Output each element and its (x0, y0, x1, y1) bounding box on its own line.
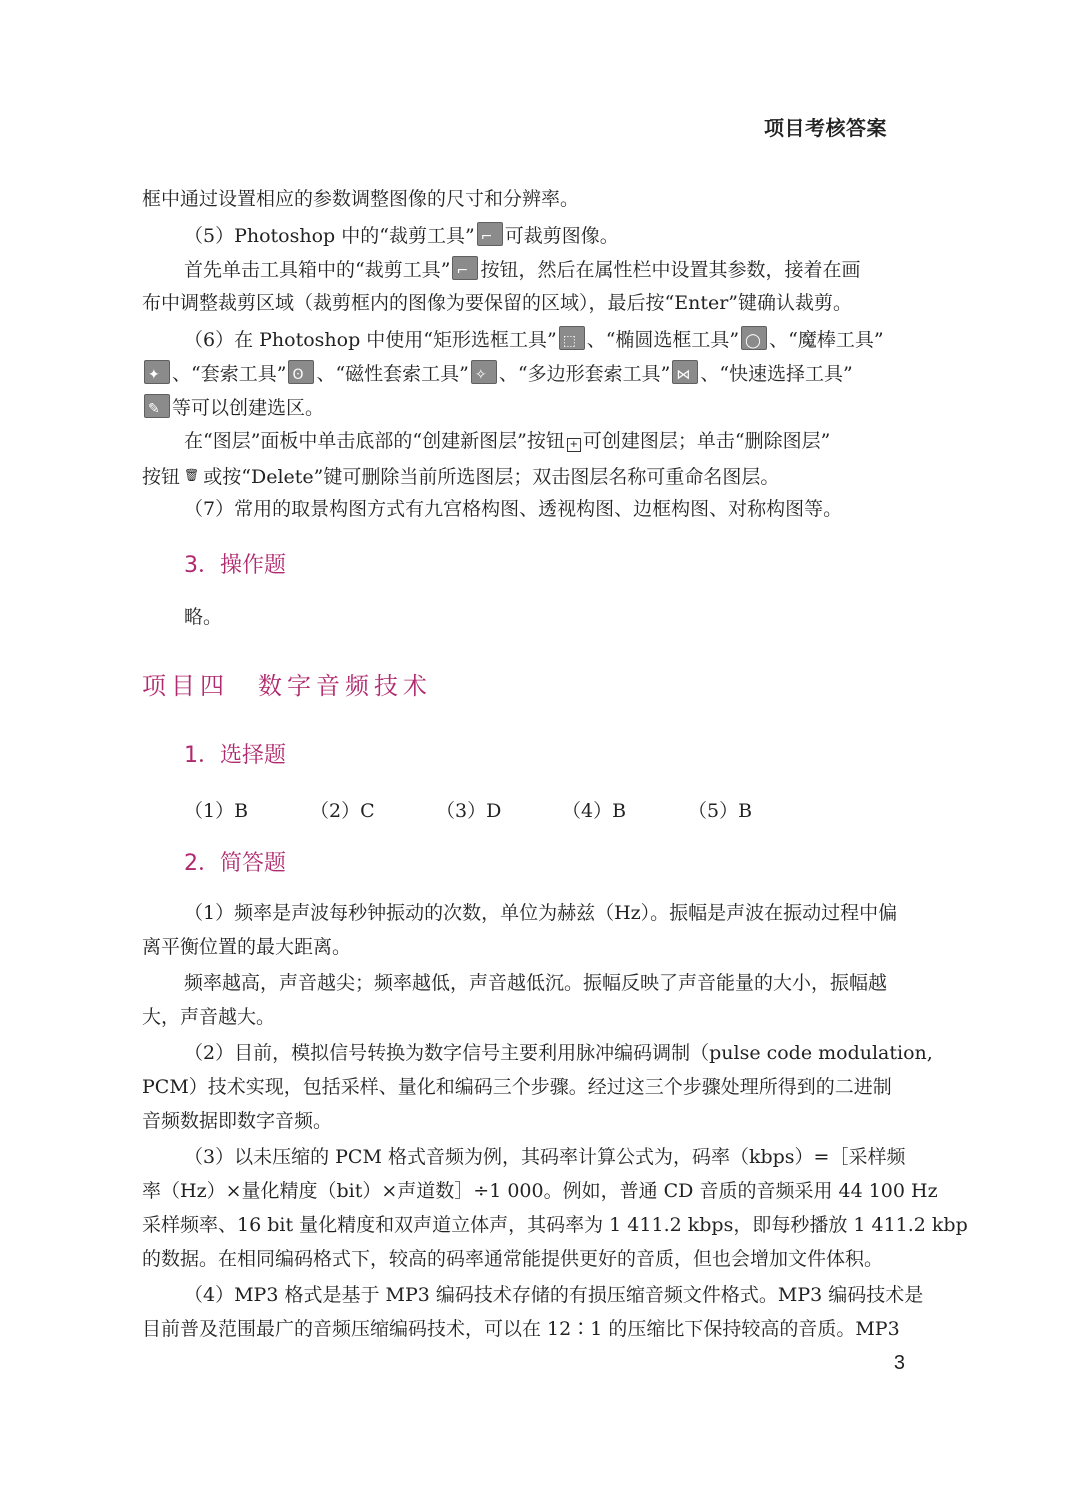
section-heading: 3．操作题 (184, 553, 286, 578)
paragraph-line: 音频数据即数字音频。 (142, 1110, 333, 1132)
paragraph-line: （3）以未压缩的 PCM 格式音频为例，其码率计算公式为，码率（kbps）=［采样频 (184, 1146, 906, 1168)
paragraph-line (184, 256, 962, 283)
paragraph-line: PCM）技术实现，包括采样、量化和编码三个步骤。经过这三个步骤处理所得到的二进制 (142, 1076, 892, 1098)
lasso-icon (288, 360, 314, 384)
paragraph-line: （4）MP3 格式是基于 MP3 编码技术存储的有损压缩音频文件格式。MP3 编码技术是 (184, 1284, 924, 1306)
paragraph-line: 的数据。在相同编码格式下，较高的码率通常能提供更好的音质，但也会增加文件体积。 (142, 1248, 884, 1270)
paragraph-line: 离平衡位置的最大距离。 (142, 936, 352, 958)
magnetic-lasso-icon (471, 360, 497, 384)
paragraph-line (142, 360, 962, 387)
text-run: 等可以创建选区。 (172, 397, 325, 419)
section-heading: 2．简答题 (184, 851, 286, 876)
text-run: 在“图层”面板中单击底部的“创建新图层”按钮 (184, 430, 565, 452)
new-layer-icon: + (567, 438, 581, 452)
section-heading: 1．选择题 (184, 743, 286, 768)
text-run: 按钮 (142, 466, 181, 488)
trash-icon: 🗑 (184, 468, 200, 482)
elliptical-marquee-icon (741, 326, 767, 350)
magic-wand-icon (144, 360, 170, 384)
page-number: 3 (893, 1352, 905, 1374)
paragraph-line: 框中通过设置相应的参数调整图像的尺寸和分辨率。 (142, 188, 580, 210)
paragraph-line (184, 428, 962, 454)
paragraph-line (142, 394, 962, 421)
crop-tool-icon (477, 222, 503, 246)
paragraph-line: 目前普及范围最广的音频压缩编码技术，可以在 12∶1 的压缩比下保持较高的音质。MP3 (142, 1318, 900, 1340)
polygonal-lasso-icon (672, 360, 698, 384)
text-run: 按钮，然后在属性栏中设置其参数，接着在画 (480, 259, 861, 281)
running-header: 项目考核答案 (764, 116, 887, 140)
paragraph-line: （7）常用的取景构图方式有九宫格构图、透视构图、边框构图、对称构图等。 (184, 498, 843, 520)
text-run: 、“快速选择工具” (700, 363, 853, 385)
project-heading: 项目四 数字音频技术 (142, 672, 432, 700)
quick-selection-icon (144, 394, 170, 418)
paragraph-line: 布中调整裁剪区域（裁剪框内的图像为要保留的区域），最后按“Enter”键确认裁剪。 (142, 292, 852, 314)
paragraph-line (142, 462, 962, 490)
answer-item: （2）C (310, 800, 375, 822)
paragraph-line (184, 326, 962, 353)
crop-tool-icon (452, 256, 478, 280)
answer-item: （3）D (436, 800, 502, 822)
paragraph-line: 采样频率、16 bit 量化精度和双声道立体声，其码率为 1 411.2 kbps，即每秒播放 1 411.2 kbp (142, 1214, 968, 1236)
text-run: 可裁剪图像。 (504, 225, 619, 247)
rectangular-marquee-icon (559, 326, 585, 350)
text-run: 、“椭圆选框工具” (586, 329, 740, 351)
paragraph-line: 率（Hz）×量化精度（bit）×声道数］÷1 000。例如，普通 CD 音质的音频采用 44 100 Hz (142, 1180, 938, 1202)
answer-item: （1）B (184, 800, 249, 822)
paragraph-line (184, 222, 962, 249)
paragraph-line: （2）目前，模拟信号转换为数字信号主要利用脉冲编码调制（pulse code modulation, (184, 1042, 933, 1064)
answer-item: （5）B (688, 800, 753, 822)
paragraph-line: 大，声音越大。 (142, 1006, 276, 1028)
answer-list (184, 796, 814, 823)
paragraph-line: （1）频率是声波每秒钟振动的次数，单位为赫兹（Hz）。振幅是声波在振动过程中偏 (184, 902, 898, 924)
text-run: 、“套索工具” (172, 363, 287, 385)
text-run: 、“魔棒工具” (769, 329, 884, 351)
paragraph-line: 略。 (184, 606, 223, 628)
text-run: 首先单击工具箱中的“裁剪工具” (184, 259, 451, 281)
text-run: 可创建图层；单击“删除图层” (582, 430, 831, 452)
answer-item: （4）B (562, 800, 627, 822)
text-run: （6）在 Photoshop 中使用“矩形选框工具” (184, 329, 557, 351)
text-run: （5）Photoshop 中的“裁剪工具” (184, 225, 475, 247)
text-run: 或按“Delete”键可删除当前所选图层；双击图层名称可重命名图层。 (203, 466, 780, 488)
text-run: 、“磁性套索工具” (316, 363, 469, 385)
paragraph-line: 频率越高，声音越尖；频率越低，声音越低沉。振幅反映了声音能量的大小，振幅越 (184, 972, 888, 994)
text-run: 、“多边形套索工具” (498, 363, 671, 385)
